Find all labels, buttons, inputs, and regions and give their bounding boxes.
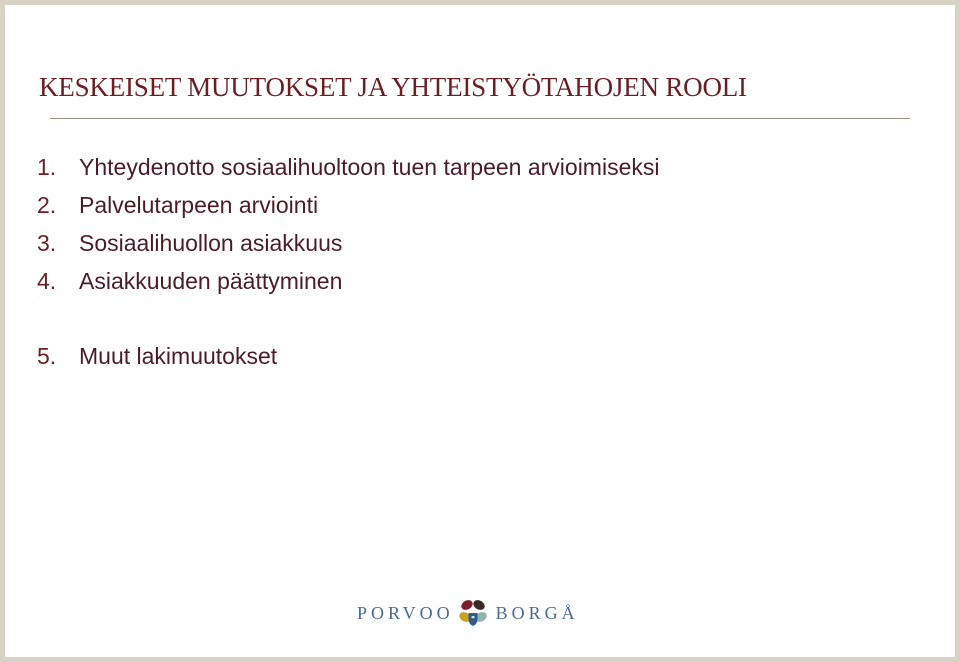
list-item-text: Asiakkuuden päättyminen <box>79 268 343 294</box>
emblem-petal-red <box>459 598 474 612</box>
slide-title: KESKEISET MUUTOKSET JA YHTEISTYÖTAHOJEN ROOLI <box>39 72 747 102</box>
list-item-number: 2. <box>37 192 57 218</box>
porvoo-borga-logo <box>357 595 607 631</box>
list-item <box>37 264 659 302</box>
list-item-text: Muut lakimuutokset <box>79 343 278 369</box>
logo-word-borga: BORGÅ <box>495 602 579 623</box>
list-item-text: Sosiaalihuollon asiakkuus <box>79 230 343 256</box>
list-item <box>37 188 659 226</box>
list-item <box>37 150 659 188</box>
emblem-petal-dark <box>471 598 486 612</box>
list-item-number: 3. <box>37 230 57 256</box>
title-divider <box>50 118 910 119</box>
list-item-number: 5. <box>37 343 57 369</box>
slide <box>5 5 955 657</box>
list-item <box>37 339 659 377</box>
list-item-text: Palvelutarpeen arviointi <box>79 192 319 218</box>
logo-word-porvoo: PORVOO <box>357 602 454 623</box>
topic-list <box>37 150 659 377</box>
list-item-number: 4. <box>37 268 57 294</box>
emblem-shield <box>468 613 477 626</box>
list-item-number: 1. <box>37 154 57 180</box>
list-item-text: Yhteydenotto sosiaalihuoltoon tuen tarpeen arvioimiseksi <box>79 154 660 180</box>
list-item <box>37 226 659 264</box>
porvoo-emblem-icon <box>456 596 490 630</box>
